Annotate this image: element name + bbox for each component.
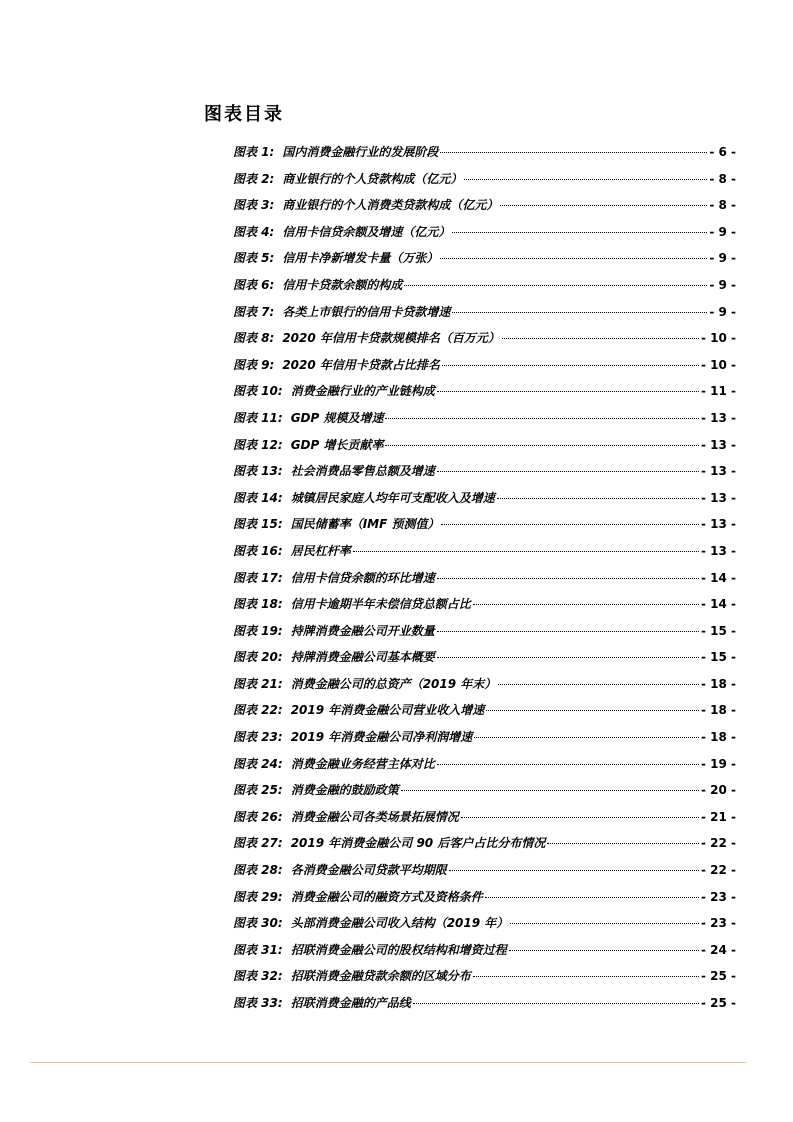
toc-entry-title: 2019 年消费金融公司净利润增速 <box>290 730 473 745</box>
toc-entry-title: 2019 年消费金融公司营业收入增速 <box>290 703 485 718</box>
dot-leader <box>401 790 699 791</box>
toc-entry-title: 招联消费金融贷款余额的区域分布 <box>290 969 471 984</box>
toc-entry-title: 2019 年消费金融公司 90 后客户占比分布情况 <box>290 836 546 851</box>
toc-entry[interactable] <box>233 276 736 303</box>
footer-divider <box>30 1062 746 1063</box>
toc-entry-title: 居民杠杆率 <box>290 543 351 558</box>
toc-entry[interactable] <box>233 914 736 941</box>
toc-entry-title: 招联消费金融公司的股权结构和增资过程 <box>290 942 507 957</box>
toc-entry-page-number: - 20 - <box>700 783 736 798</box>
toc-entry-title: 2020 年信用卡贷款规模排名（百万元） <box>282 331 500 346</box>
toc-entry-label: 图表 23: <box>233 730 283 745</box>
toc-entry-label: 图表 11: <box>233 410 283 425</box>
toc-entry-label: 图表 26: <box>233 809 283 824</box>
toc-entry-page-number: - 13 - <box>700 464 736 479</box>
toc-entry-page-number: - 9 - <box>709 251 736 266</box>
toc-entry-page-number: - 23 - <box>700 889 736 904</box>
toc-entry[interactable] <box>233 967 736 994</box>
dot-leader <box>404 285 707 286</box>
toc-entry-title: 各类上市银行的信用卡贷款增速 <box>282 304 451 319</box>
toc-entry-label: 图表 4: <box>233 224 275 239</box>
toc-entry-title: 消费金融业务经营主体对比 <box>290 756 435 771</box>
dot-leader <box>441 524 699 525</box>
toc-entry-page-number: - 22 - <box>700 863 736 878</box>
toc-entry-page-number: - 9 - <box>709 224 736 239</box>
toc-entry[interactable] <box>233 808 736 835</box>
toc-entry-page-number: - 23 - <box>700 916 736 931</box>
toc-entry-label: 图表 13: <box>233 464 283 479</box>
dot-leader <box>547 843 699 844</box>
toc-entry-title: 消费金融的鼓励政策 <box>290 783 399 798</box>
toc-entry-label: 图表 6: <box>233 277 275 292</box>
toc-entry-title: 商业银行的个人贷款构成（亿元） <box>282 171 463 186</box>
toc-entry-page-number: - 18 - <box>700 676 736 691</box>
toc-entry-title: 信用卡逾期半年未偿信贷总额占比 <box>290 597 471 612</box>
toc-entry-title: GDP 规模及增速 <box>290 410 384 425</box>
dot-leader <box>413 1003 699 1004</box>
toc-entry-page-number: - 21 - <box>700 809 736 824</box>
dot-leader <box>440 152 707 153</box>
dot-leader <box>509 950 699 951</box>
dot-leader <box>485 897 699 898</box>
toc-entry-label: 图表 9: <box>233 357 275 372</box>
dot-leader <box>461 817 699 818</box>
toc-entry-label: 图表 25: <box>233 783 283 798</box>
toc-entry-label: 图表 28: <box>233 863 283 878</box>
toc-entry-label: 图表 1: <box>233 145 275 159</box>
dot-leader <box>497 498 699 499</box>
toc-entry-title: 信用卡信贷余额及增速（亿元） <box>282 224 451 239</box>
toc-entry-label: 图表 19: <box>233 623 283 638</box>
toc-entry-title: 消费金融公司各类场景拓展情况 <box>290 809 459 824</box>
toc-entry-title: 信用卡净新增发卡量（万张） <box>282 251 439 266</box>
toc-entry[interactable] <box>233 888 736 915</box>
toc-entry-page-number: - 9 - <box>709 277 736 292</box>
toc-entry[interactable] <box>233 143 736 170</box>
toc-entry-page-number: - 13 - <box>700 437 736 452</box>
toc-entry-label: 图表 20: <box>233 650 283 665</box>
toc-entry-page-number: - 13 - <box>700 517 736 532</box>
toc-entry-title: 各消费金融公司贷款平均期限 <box>290 863 447 878</box>
toc-entry-title: 头部消费金融公司收入结构（2019 年） <box>290 916 509 931</box>
toc-entry[interactable] <box>233 542 736 569</box>
toc-entry-title: 持牌消费金融公司基本概要 <box>290 650 435 665</box>
toc-entry-title: 持牌消费金融公司开业数量 <box>290 623 435 638</box>
toc-entry-page-number: - 15 - <box>700 650 736 665</box>
toc-entry-page-number: - 24 - <box>700 942 736 957</box>
toc-entry-page-number: - 8 - <box>709 171 736 186</box>
toc-entry-title: 消费金融公司的融资方式及资格条件 <box>290 889 483 904</box>
toc-entry-label: 图表 7: <box>233 304 275 319</box>
toc-entry-title: 商业银行的个人消费类贷款构成（亿元） <box>282 198 499 213</box>
toc-entry[interactable] <box>233 436 736 463</box>
toc-entry[interactable] <box>233 569 736 596</box>
toc-entry-page-number: - 13 - <box>700 410 736 425</box>
toc-entry-page-number: - 11 - <box>700 384 736 399</box>
toc-entry-page-number: - 10 - <box>700 357 736 372</box>
toc-entry[interactable] <box>233 462 736 489</box>
dot-leader <box>486 710 699 711</box>
toc-entry[interactable] <box>233 196 736 223</box>
toc-entry-title: GDP 增长贡献率 <box>290 437 384 452</box>
toc-entry-page-number: - 18 - <box>700 703 736 718</box>
toc-entry-label: 图表 31: <box>233 942 283 957</box>
dot-leader <box>498 684 699 685</box>
toc-entry-label: 图表 22: <box>233 703 283 718</box>
toc-entry-title: 国内消费金融行业的发展阶段 <box>282 145 439 159</box>
toc-entry-label: 图表 24: <box>233 756 283 771</box>
toc-entry-title: 消费金融公司的总资产（2019 年末） <box>290 676 497 691</box>
dot-leader <box>437 578 699 579</box>
toc-entry-page-number: - 19 - <box>700 756 736 771</box>
dot-leader <box>500 205 707 206</box>
toc-entry[interactable] <box>233 595 736 622</box>
toc-entry[interactable] <box>233 622 736 649</box>
toc-entry[interactable] <box>233 356 736 383</box>
toc-entry-label: 图表 5: <box>233 251 275 266</box>
toc-entry[interactable] <box>233 648 736 675</box>
toc-entry-label: 图表 32: <box>233 969 283 984</box>
toc-entry-label: 图表 30: <box>233 916 283 931</box>
dot-leader <box>510 923 699 924</box>
toc-entry-label: 图表 10: <box>233 384 283 399</box>
toc-entry[interactable] <box>233 515 736 542</box>
toc-entry-page-number: - 6 - <box>709 145 736 159</box>
dot-leader <box>473 976 699 977</box>
toc-entry[interactable] <box>233 728 736 755</box>
toc-entry-label: 图表 18: <box>233 597 283 612</box>
toc-entry[interactable] <box>233 834 736 861</box>
toc-entry-page-number: - 18 - <box>700 730 736 745</box>
dot-leader <box>385 445 699 446</box>
dot-leader <box>449 870 699 871</box>
toc-entry-label: 图表 27: <box>233 836 283 851</box>
dot-leader <box>437 631 699 632</box>
dot-leader <box>452 232 707 233</box>
toc-entry-label: 图表 15: <box>233 517 283 532</box>
toc-entry-page-number: - 14 - <box>700 570 736 585</box>
page-title: 图表目录 <box>204 104 284 125</box>
dot-leader <box>437 657 699 658</box>
toc-entry-label: 图表 3: <box>233 198 275 213</box>
dot-leader <box>474 737 699 738</box>
toc-entry-label: 图表 17: <box>233 570 283 585</box>
dot-leader <box>353 551 699 552</box>
toc-entry-title: 城镇居民家庭人均年可支配收入及增速 <box>290 490 495 505</box>
toc-entry-label: 图表 33: <box>233 996 283 1010</box>
table-of-figures <box>233 143 736 1021</box>
toc-entry-label: 图表 8: <box>233 331 275 346</box>
dot-leader <box>464 179 707 180</box>
toc-entry[interactable] <box>233 249 736 276</box>
toc-entry-page-number: - 8 - <box>709 198 736 213</box>
toc-entry-label: 图表 2: <box>233 171 275 186</box>
toc-entry-title: 社会消费品零售总额及增速 <box>290 464 435 479</box>
toc-entry-label: 图表 21: <box>233 676 283 691</box>
dot-leader <box>452 312 707 313</box>
toc-entry-page-number: - 25 - <box>700 969 736 984</box>
dot-leader <box>502 338 699 339</box>
dot-leader <box>437 391 699 392</box>
toc-entry-page-number: - 9 - <box>709 304 736 319</box>
toc-entry-page-number: - 14 - <box>700 597 736 612</box>
toc-entry-title: 国民储蓄率（IMF 预测值） <box>290 517 440 532</box>
toc-entry[interactable] <box>233 409 736 436</box>
toc-entry[interactable] <box>233 489 736 516</box>
toc-entry-title: 信用卡贷款余额的构成 <box>282 277 403 292</box>
dot-leader <box>473 604 699 605</box>
dot-leader <box>437 471 699 472</box>
toc-entry[interactable] <box>233 941 736 968</box>
toc-entry-page-number: - 25 - <box>700 996 736 1010</box>
toc-entry-label: 图表 16: <box>233 543 283 558</box>
toc-entry-page-number: - 13 - <box>700 543 736 558</box>
toc-entry-label: 图表 14: <box>233 490 283 505</box>
toc-entry-label: 图表 29: <box>233 889 283 904</box>
toc-entry-page-number: - 22 - <box>700 836 736 851</box>
dot-leader <box>385 418 699 419</box>
toc-entry-label: 图表 12: <box>233 437 283 452</box>
dot-leader <box>442 365 699 366</box>
dot-leader <box>437 764 699 765</box>
toc-entry-title: 消费金融行业的产业链构成 <box>290 384 435 399</box>
toc-entry[interactable] <box>233 329 736 356</box>
dot-leader <box>440 258 707 259</box>
toc-entry[interactable] <box>233 675 736 702</box>
toc-entry-title: 招联消费金融的产品线 <box>290 996 411 1010</box>
toc-entry[interactable] <box>233 303 736 330</box>
toc-entry-page-number: - 15 - <box>700 623 736 638</box>
toc-entry[interactable] <box>233 223 736 250</box>
toc-entry-title: 信用卡信贷余额的环比增速 <box>290 570 435 585</box>
toc-entry[interactable] <box>233 382 736 409</box>
toc-entry[interactable] <box>233 861 736 888</box>
toc-entry[interactable] <box>233 781 736 808</box>
toc-entry-page-number: - 10 - <box>700 331 736 346</box>
toc-entry[interactable] <box>233 755 736 782</box>
toc-entry[interactable] <box>233 170 736 197</box>
toc-entry[interactable] <box>233 994 736 1021</box>
toc-entry-page-number: - 13 - <box>700 490 736 505</box>
toc-entry-title: 2020 年信用卡贷款占比排名 <box>282 357 440 372</box>
toc-entry[interactable] <box>233 701 736 728</box>
